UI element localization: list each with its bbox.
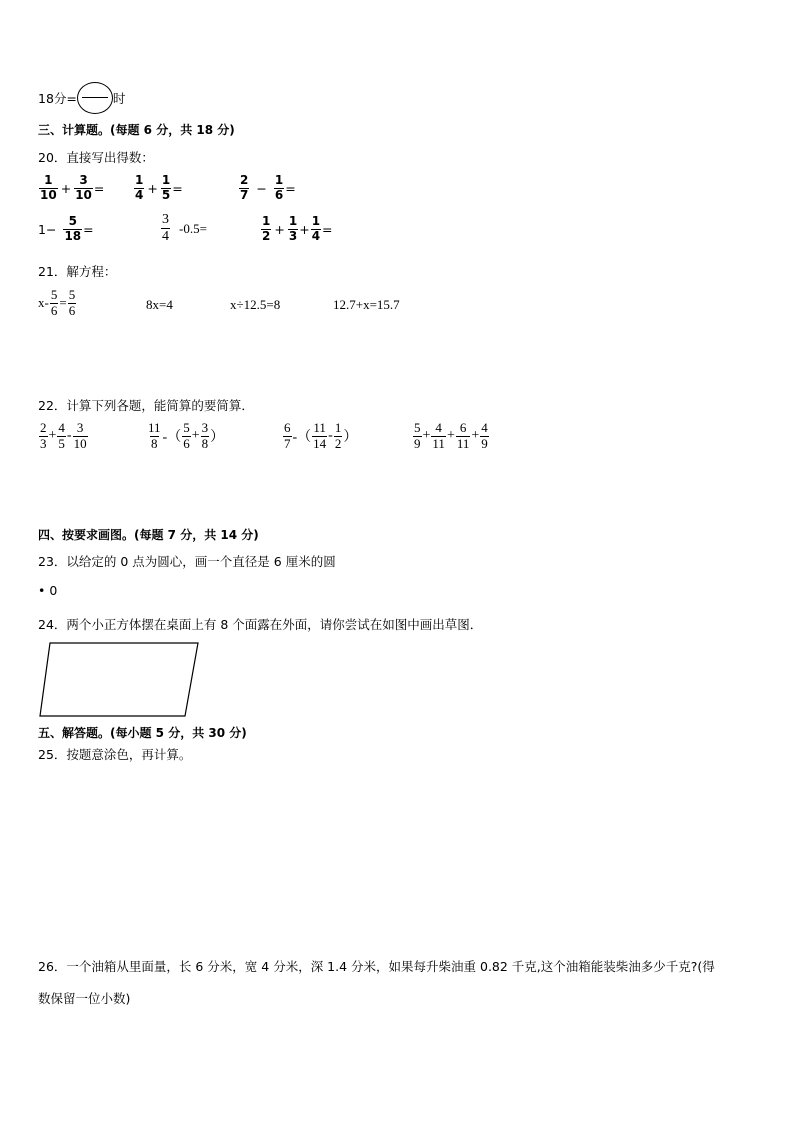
fraction: $\frac{1}{6}$ bbox=[274, 173, 284, 202]
fraction: $\frac{3}{4}$ bbox=[162, 212, 169, 245]
q22-title: 22．计算下列各题，能简算的要简算． bbox=[38, 398, 254, 413]
q24-title: 24．两个小正方体摆在桌面上有 8 个面露在外面，请你尝试在如图中画出草图． bbox=[38, 617, 483, 632]
fraction: $\frac{1}{5}$ bbox=[161, 173, 171, 202]
fraction: $\frac{5}{6}$ bbox=[50, 287, 58, 318]
fraction: $\frac{2}{7}$ bbox=[240, 173, 249, 202]
q25-title: 25．按题意涂色，再计算。 bbox=[38, 747, 192, 762]
q21-eq2: 8x=4 bbox=[146, 297, 173, 312]
q22-expr1: $\frac{2}{3}$ + $\frac{4}{5}$ - $\frac{3}{10}$ bbox=[40, 420, 87, 451]
fraction: $\frac{5}{18}$ bbox=[64, 214, 82, 243]
fraction: $\frac{1}{10}$ bbox=[40, 173, 57, 202]
fraction: $\frac{6}{7}$ bbox=[284, 420, 291, 451]
q26-line1: 26．一个油箱从里面量，长 6 分米，宽 4 分米，深 1.4 分米，如果每升柴油重 0.82 千克,这个油箱能装柴油多少千克?(得 bbox=[38, 959, 715, 974]
fraction: $\frac{1}{2}$ bbox=[334, 420, 342, 451]
q20-item-c: $\frac{2}{7}$ − $\frac{1}{6}$ = bbox=[240, 173, 296, 202]
section-4-title: 四、按要求画图。(每题 7 分，共 14 分) bbox=[38, 528, 259, 542]
q26-line2: 数保留一位小数) bbox=[38, 991, 131, 1006]
q20-item-f: $\frac{1}{2}$ + $\frac{1}{3}$ + $\frac{1}{4}$ = bbox=[262, 214, 333, 243]
q20-title: 20．直接写出得数： bbox=[38, 150, 154, 165]
q23-title: 23．以给定的 0 点为圆心，画一个直径是 6 厘米的圆 bbox=[38, 554, 336, 569]
fraction: $\frac{1}{3}$ bbox=[288, 214, 298, 243]
section-5-title: 五、解答题。(每小题 5 分，共 30 分) bbox=[38, 726, 247, 740]
q21-title: 21．解方程： bbox=[38, 264, 117, 279]
fraction: $\frac{1}{4}$ bbox=[311, 214, 321, 243]
fraction: $\frac{11}{8}$ bbox=[148, 420, 161, 451]
fraction: $\frac{6}{11}$ bbox=[456, 420, 470, 451]
fraction: $\frac{1}{2}$ bbox=[262, 214, 271, 243]
q20-item-b: $\frac{1}{4}$ + $\frac{1}{5}$ = bbox=[135, 173, 183, 202]
answer-blank[interactable] bbox=[77, 82, 113, 114]
fraction: $\frac{5}{9}$ bbox=[414, 420, 421, 451]
q20-item-e: $\frac{3}{4}$ -0.5= bbox=[162, 212, 207, 245]
section-3-title: 三、计算题。(每题 6 分，共 18 分) bbox=[38, 123, 235, 137]
q18-suffix: 时 bbox=[112, 91, 126, 106]
q22-expr3: $\frac{6}{7}$ -（ $\frac{11}{14}$ - $\frac{1}{2}$ ） bbox=[284, 420, 358, 451]
q18-prefix: 18分= bbox=[38, 91, 77, 106]
fraction: $\frac{3}{10}$ bbox=[73, 420, 87, 451]
fraction: $\frac{4}{9}$ bbox=[481, 420, 488, 451]
fraction: $\frac{4}{5}$ bbox=[58, 420, 65, 451]
q18-line bbox=[38, 82, 125, 114]
fraction: $\frac{1}{4}$ bbox=[135, 173, 144, 202]
q22-expr2: $\frac{11}{8}$ -（ $\frac{5}{6}$ + $\frac{3}{8}$ ） bbox=[148, 420, 225, 451]
q22-expr4: $\frac{5}{9}$ + $\frac{4}{11}$ + $\frac{6}{11}$ + $\frac{4}{9}$ bbox=[414, 420, 488, 451]
fraction: $\frac{3}{10}$ bbox=[75, 173, 92, 202]
center-point-o: • 0 bbox=[38, 583, 58, 598]
fraction: $\frac{3}{8}$ bbox=[201, 420, 209, 451]
fraction: $\frac{11}{14}$ bbox=[313, 420, 327, 451]
fraction: $\frac{2}{3}$ bbox=[40, 420, 47, 451]
q20-item-a: $\frac{1}{10}$ + $\frac{3}{10}$ = bbox=[40, 173, 105, 202]
parallelogram-figure bbox=[38, 640, 202, 720]
q21-eq1: x- $\frac{5}{6}$ = $\frac{5}{6}$ bbox=[38, 287, 76, 318]
fraction: $\frac{5}{6}$ bbox=[68, 287, 76, 318]
fraction: $\frac{5}{6}$ bbox=[183, 420, 190, 451]
q21-eq4: 12.7+x=15.7 bbox=[333, 297, 400, 312]
parallelogram-shape bbox=[40, 643, 198, 716]
q21-eq3: x÷12.5=8 bbox=[230, 297, 281, 312]
fraction: $\frac{4}{11}$ bbox=[432, 420, 445, 451]
q20-item-d: 1− $\frac{5}{18}$ = bbox=[38, 214, 94, 243]
